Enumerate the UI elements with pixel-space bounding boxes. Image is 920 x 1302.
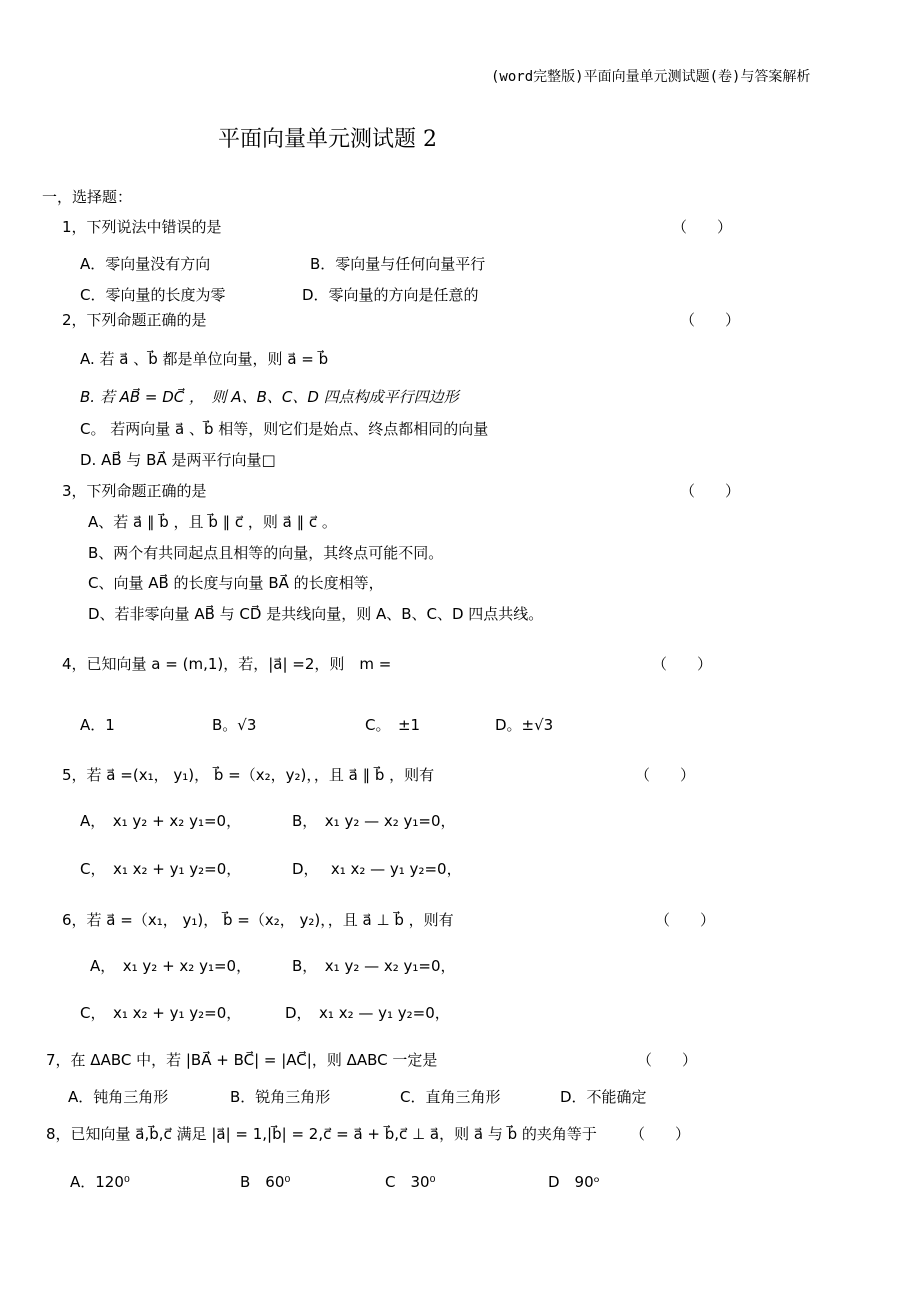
option-c: C．零向量的长度为零 bbox=[80, 286, 226, 304]
option-d: D， x₁ x₂ — y₁ y₂=0， bbox=[292, 860, 462, 878]
option-a: A．零向量没有方向 bbox=[80, 255, 211, 273]
option-c: C、向量 AB⃗ 的长度与向量 BA⃗ 的长度相等， bbox=[88, 574, 384, 592]
option-a: A、若 a⃗ ∥ b⃗ ，且 b⃗ ∥ c⃗ ，则 a⃗ ∥ c⃗ 。 bbox=[88, 513, 337, 531]
option-d: D。±√3 bbox=[495, 716, 554, 734]
option-a: A．1 bbox=[80, 716, 115, 734]
page-title: 平面向量单元测试题 2 bbox=[218, 127, 437, 152]
option-d: D 90ᵒ bbox=[548, 1173, 600, 1191]
answer-blank: （ ） bbox=[635, 766, 696, 784]
option-c: C， x₁ x₂ + y₁ y₂=0， bbox=[80, 1004, 242, 1022]
option-b: B．零向量与任何向量平行 bbox=[310, 255, 486, 273]
option-c: C．直角三角形 bbox=[400, 1088, 501, 1106]
option-b: B， x₁ y₂ — x₂ y₁=0， bbox=[292, 812, 456, 830]
question-stem: 6，若 a⃗ =（x₁， y₁)， b⃗ =（x₂， y₂)，，且 a⃗ ⊥ b⃗ ，则有 bbox=[62, 911, 454, 929]
question-stem: 4，已知向量 a = (m,1)，若，|a⃗| =2，则 m = bbox=[62, 655, 392, 673]
option-b: B、两个有共同起点且相等的向量，其终点可能不同。 bbox=[88, 544, 444, 562]
question-stem: 2，下列命题正确的是 bbox=[62, 311, 207, 329]
option-a: A．钝角三角形 bbox=[68, 1088, 169, 1106]
answer-blank: （ ） bbox=[637, 1051, 698, 1069]
option-d: D．不能确定 bbox=[560, 1088, 647, 1106]
option-a: A， x₁ y₂ + x₂ y₁=0， bbox=[80, 812, 242, 830]
answer-blank: （ ） bbox=[630, 1125, 691, 1143]
option-a: A．120⁰ bbox=[70, 1173, 130, 1191]
question-stem: 8，已知向量 a⃗,b⃗,c⃗ 满足 |a⃗| = 1,|b⃗| = 2,c⃗ = a⃗ + b⃗,c⃗ ⊥ a⃗，则 a⃗ 与 b⃗ 的夹角等于 bbox=[46, 1125, 597, 1143]
answer-blank: （ ） bbox=[680, 482, 741, 500]
document-header: (word完整版)平面向量单元测试题(卷)与答案解析 bbox=[491, 69, 811, 85]
option-c: C。 ±1 bbox=[365, 716, 421, 734]
answer-blank: （ ） bbox=[655, 911, 716, 929]
answer-blank: （ ） bbox=[672, 218, 733, 236]
option-a: A， x₁ y₂ + x₂ y₁=0， bbox=[90, 957, 252, 975]
answer-blank: （ ） bbox=[680, 311, 741, 329]
option-b: B 60⁰ bbox=[240, 1173, 291, 1191]
option-b: B．锐角三角形 bbox=[230, 1088, 331, 1106]
option-c: C， x₁ x₂ + y₁ y₂=0， bbox=[80, 860, 242, 878]
option-a: A. 若 a⃗ 、b⃗ 都是单位向量，则 a⃗ = b⃗ bbox=[80, 350, 329, 368]
option-d: D. AB⃗ 与 BA⃗ 是两平行向量□ bbox=[80, 451, 276, 469]
question-stem: 7，在 ΔABC 中，若 |BA⃗ + BC⃗| = |AC⃗|，则 ΔABC 一定是 bbox=[46, 1051, 438, 1069]
section-heading: 一，选择题： bbox=[42, 188, 133, 206]
option-d: D、若非零向量 AB⃗ 与 CD⃗ 是共线向量，则 A、B、C、D 四点共线。 bbox=[88, 605, 544, 623]
option-b: B， x₁ y₂ — x₂ y₁=0， bbox=[292, 957, 456, 975]
question-stem: 3，下列命题正确的是 bbox=[62, 482, 207, 500]
option-c: C 30⁰ bbox=[385, 1173, 436, 1191]
question-stem: 5，若 a⃗ =(x₁， y₁)， b⃗ =（x₂，y₂)，，且 a⃗ ∥ b⃗ ，则有 bbox=[62, 766, 435, 784]
answer-blank: （ ） bbox=[652, 655, 713, 673]
question-stem: 1，下列说法中错误的是 bbox=[62, 218, 222, 236]
option-b: B. 若 AB⃗ = DC⃗ ， 则 A、B、C、D 四点构成平行四边形 bbox=[80, 388, 459, 406]
option-d: D．零向量的方向是任意的 bbox=[302, 286, 479, 304]
option-b: B。√3 bbox=[212, 716, 257, 734]
option-c: C。 若两向量 a⃗ 、b⃗ 相等，则它们是始点、终点都相同的向量 bbox=[80, 420, 489, 438]
option-d: D， x₁ x₂ — y₁ y₂=0， bbox=[285, 1004, 450, 1022]
